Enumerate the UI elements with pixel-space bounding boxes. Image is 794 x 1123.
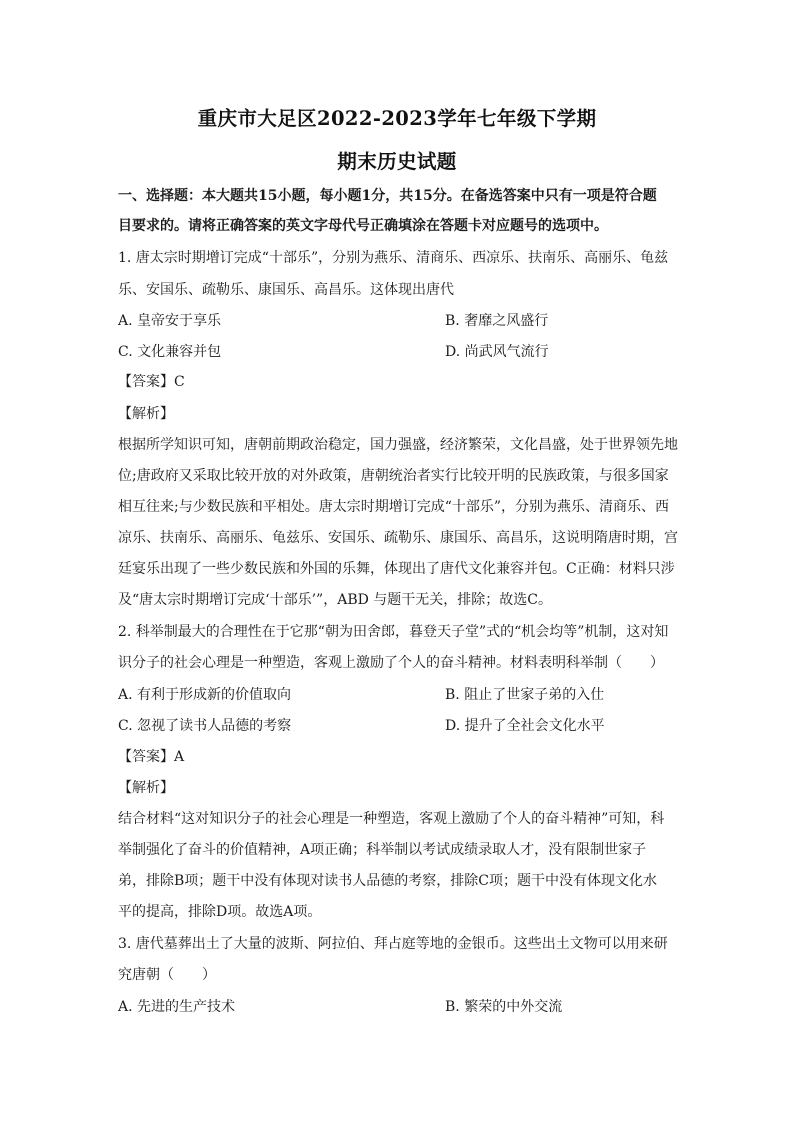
question-2-option-d: D. 提升了全社会文化水平 bbox=[445, 718, 605, 734]
question-3-option-a: A. 先进的生产技术 bbox=[118, 999, 236, 1015]
question-1-answer: 【答案】C bbox=[118, 374, 185, 390]
question-1-option-c: C. 文化兼容并包 bbox=[118, 344, 222, 360]
question-2-option-c: C. 忽视了读书人品德的考察 bbox=[118, 718, 292, 734]
question-2-option-a: A. 有利于形成新的价值取向 bbox=[118, 687, 292, 703]
question-2-option-b: B. 阻止了世家子弟的入仕 bbox=[445, 687, 605, 703]
question-1-analysis-line: 及“唐太宗时期增订完成‘十部乐’”，ABD 与题干无关，排除；故选C。 bbox=[118, 592, 552, 608]
question-3-option-b: B. 繁荣的中外交流 bbox=[445, 999, 563, 1015]
document-subtitle: 期末历史试题 bbox=[337, 150, 457, 173]
question-1-analysis-line: 位;唐政府又采取比较开放的对外政策，唐朝统治者实行比较开明的民族政策，与很多国家 bbox=[118, 468, 669, 484]
section-heading-cont: 目要求的。请将正确答案的英文字母代号正确填涂在答题卡对应题号的选项中。 bbox=[118, 218, 608, 234]
question-2-stem-cont: 识分子的社会心理是一种塑造，客观上激励了个人的奋斗精神。材料表明科举制（ ） bbox=[118, 655, 664, 671]
question-2-analysis-line: 平的提高，排除D项。故选A项。 bbox=[118, 904, 322, 920]
question-1-stem-cont: 乐、安国乐、疏勒乐、康国乐、高昌乐。这体现出唐代 bbox=[118, 282, 454, 298]
question-1-analysis-line: 相互往来;与少数民族和平相处。唐太宗时期增订完成“十部乐”，分别为燕乐、清商乐、西 bbox=[118, 499, 670, 515]
question-3-stem: 3. 唐代墓葬出土了大量的波斯、阿拉伯、拜占庭等地的金银币。这些出土文物可以用来研 bbox=[118, 936, 668, 952]
question-2-analysis-line: 举制强化了奋斗的价值精神，A项正确；科举制以考试成绩录取人才，没有限制世家子 bbox=[118, 842, 647, 858]
question-1-analysis-line: 根据所学知识可知，唐朝前期政治稳定，国力强盛，经济繁荣，文化昌盛，处于世界领先地 bbox=[118, 437, 678, 453]
question-1-option-b: B. 奢靡之风盛行 bbox=[445, 313, 549, 329]
question-1-option-d: D. 尚武风气流行 bbox=[445, 344, 549, 360]
document-title: 重庆市大足区2022-2023学年七年级下学期 bbox=[197, 107, 597, 130]
question-1-option-a: A. 皇帝安于享乐 bbox=[118, 313, 222, 329]
question-2-analysis-line: 结合材料“这对知识分子的社会心理是一种塑造，客观上激励了个人的奋斗精神”可知，科 bbox=[118, 811, 665, 827]
question-1-stem: 1. 唐太宗时期增订完成“十部乐”，分别为燕乐、清商乐、西凉乐、扶南乐、高丽乐、龟兹 bbox=[118, 250, 669, 266]
question-3-stem-cont: 究唐朝（ ） bbox=[118, 967, 216, 983]
question-1-analysis-line: 廷宴乐出现了一些少数民族和外国的乐舞，体现出了唐代文化兼容并包。C正确：材料只涉 bbox=[118, 561, 675, 577]
section-heading: 一、选择题：本大题共15小题，每小题1分，共15分。在备选答案中只有一项是符合题 bbox=[118, 188, 657, 204]
question-2-stem: 2. 科举制最大的合理性在于它那“朝为田舍郎，暮登天子堂”式的“机会均等”机制，这对知 bbox=[118, 624, 669, 640]
question-2-analysis-label: 【解析】 bbox=[118, 780, 174, 796]
question-1-analysis-label: 【解析】 bbox=[118, 406, 174, 422]
question-2-analysis-line: 弟，排除B项；题干中没有体现对读书人品德的考察，排除C项；题干中没有体现文化水 bbox=[118, 873, 657, 889]
question-1-analysis-line: 凉乐、扶南乐、高丽乐、龟兹乐、安国乐、疏勒乐、康国乐、高昌乐，这说明隋唐时期，宫 bbox=[118, 530, 678, 546]
question-2-answer: 【答案】A bbox=[118, 749, 185, 765]
